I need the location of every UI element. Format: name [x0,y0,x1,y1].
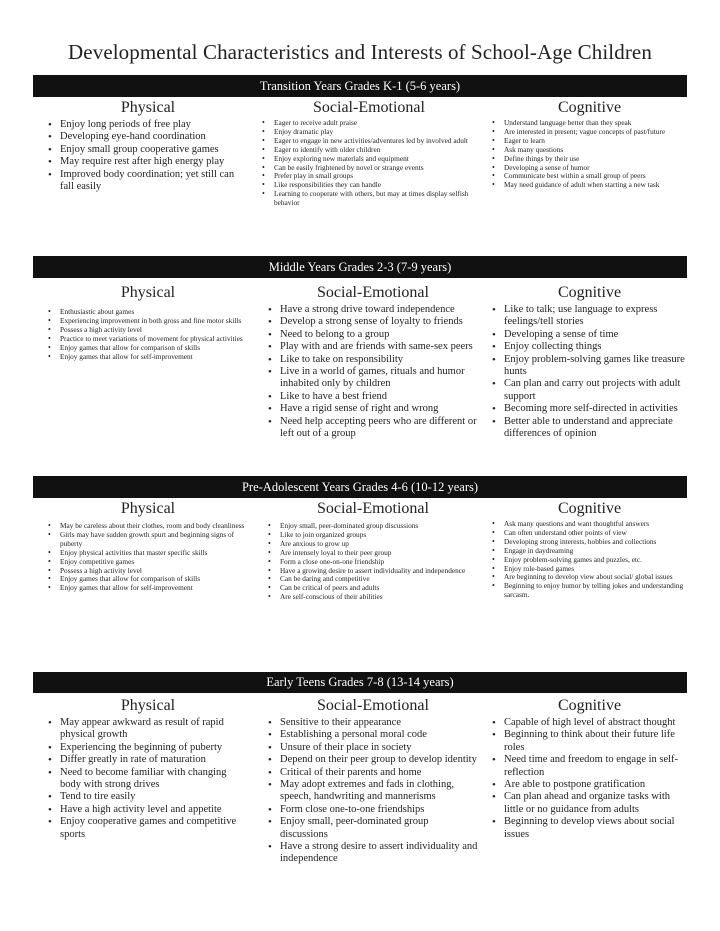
list-item: • May require rest after high energy play [48,156,248,168]
list-item: • Enjoy games that allow for self-improvement [48,584,248,593]
social-emotional-heading: Social-Emotional [317,284,429,301]
list-item: • Can be easily frightened by novel or strange events [262,164,476,173]
physical-heading: Physical [120,99,176,116]
physical-column [48,99,248,193]
list-item: • Enjoy long periods of free play [48,119,248,131]
cognitive-heading: Cognitive [557,500,622,517]
physical-heading: Physical [120,500,176,517]
page-title: Developmental Characteristics and Interests of School-Age Children [68,40,652,64]
list-item: • Are intensely loyal to their peer group [268,549,478,558]
list-item: • Developing a sense of humor [492,164,687,173]
list-item: • Ask many questions and want thoughtful answers [492,520,687,529]
social-emotional-column [268,284,478,440]
list-item: • Sensitive to their appearance [268,717,478,729]
cognitive-list [492,520,687,600]
list-item: • Enjoy physical activities that master specific skills [48,549,248,558]
list-item: • Can often understand other points of view [492,529,687,538]
cognitive-heading: Cognitive [557,99,622,116]
list-item: • Enjoy problem-solving games and puzzles, etc. [492,556,687,565]
list-item: • Have a growing desire to assert individuality and independence [268,567,478,576]
list-item: • Eager to receive adult praise [262,119,476,128]
list-item: • Can be critical of peers and adults [268,584,478,593]
cognitive-list [492,304,687,440]
social-emotional-column [268,500,478,602]
section-header-pre-adolescent: Pre-Adolescent Years Grades 4-6 (10-12 years) [33,476,687,498]
list-item: • Form close one-to-one friendships [268,804,478,816]
social-emotional-heading: Social-Emotional [317,500,429,517]
section-header-middle: Middle Years Grades 2-3 (7-9 years) [33,256,687,278]
cognitive-heading: Cognitive [557,697,622,714]
social-emotional-list [268,304,478,440]
list-item: • Establishing a personal moral code [268,729,478,741]
list-item: • Need to become familiar with changing body with strong drives [48,767,248,792]
list-item: • Enjoy cooperative games and competitive sports [48,816,248,841]
list-item: • Enjoy dramatic play [262,128,476,137]
list-item: • Enjoy small, peer-dominated group discussions [268,522,478,531]
list-item: • Develop a strong sense of loyalty to friends [268,316,478,328]
cognitive-list [492,119,687,190]
list-item: • Eager to engage in new activities/adventures led by involved adult [262,137,476,146]
section-header-transition: Transition Years Grades K-1 (5-6 years) [33,75,687,97]
list-item: • Understand language better than they speak [492,119,687,128]
list-item: • Improved body coordination; yet still can fall easily [48,169,248,194]
list-item: • Enjoy games that allow for self-improvement [48,353,248,362]
list-item: • Enjoy games that allow for comparison of skills [48,575,248,584]
physical-heading: Physical [120,697,176,714]
physical-list [48,308,248,361]
list-item: • May adopt extremes and fads in clothing, speech, handwriting and mannerisms [268,779,478,804]
list-item: • Are anxious to grow up [268,540,478,549]
list-item: • Can be daring and competitive [268,575,478,584]
social-emotional-column [262,99,476,208]
social-emotional-column [268,697,478,866]
list-item: • Engage in daydreaming [492,547,687,556]
list-item: • Differ greatly in rate of maturation [48,754,248,766]
list-item: • Becoming more self-directed in activities [492,403,687,415]
physical-list [48,522,248,593]
list-item: • Are able to postpone gratification [492,779,687,791]
list-item: • Like responsibilities they can handle [262,181,476,190]
list-item: • Enjoy role-based games [492,565,687,574]
list-item: • Critical of their parents and home [268,767,478,779]
list-item: • Enjoy small, peer-dominated group discussions [268,816,478,841]
list-item: • Beginning to enjoy humor by telling jokes and understanding sarcasm. [492,582,687,600]
list-item: • Like to talk; use language to express feelings/tell stories [492,304,687,329]
list-item: • Practice to meet variations of movement for physical activities [48,335,248,344]
list-item: • Possess a high activity level [48,326,248,335]
list-item: • Are self-conscious of their abilities [268,593,478,602]
list-item: • Like to join organized groups [268,531,478,540]
list-item: • Are beginning to develop view about social/ global issues [492,573,687,582]
list-item: • Enjoy competitive games [48,558,248,567]
list-item: • Eager to learn [492,137,687,146]
cognitive-list [492,717,687,841]
list-item: • Possess a high activity level [48,567,248,576]
list-item: • Experiencing the beginning of puberty [48,742,248,754]
list-item: • Beginning to think about their future life roles [492,729,687,754]
list-item: • Can plan ahead and organize tasks with little or no guidance from adults [492,791,687,816]
list-item: • Like to have a best friend [268,391,478,403]
list-item: • Prefer play in small groups [262,172,476,181]
list-item: • Beginning to develop views about social issues [492,816,687,841]
list-item: • Have a high activity level and appetite [48,804,248,816]
list-item: • Experiencing improvement in both gross and fine motor skills [48,317,248,326]
social-emotional-list [268,522,478,602]
list-item: • Have a strong drive toward independence [268,304,478,316]
list-item: • Have a strong desire to assert individuality and independence [268,841,478,866]
social-emotional-list [268,717,478,866]
list-item: • May appear awkward as result of rapid physical growth [48,717,248,742]
list-item: • Need time and freedom to engage in self-reflection [492,754,687,779]
cognitive-column [492,284,687,440]
list-item: • Capable of high level of abstract thought [492,717,687,729]
social-emotional-list [262,119,476,208]
list-item: • Enthusiastic about games [48,308,248,317]
list-item: • Developing strong interests, hobbies and collections [492,538,687,547]
list-item: • Better able to understand and appreciate differences of opinion [492,416,687,441]
cognitive-heading: Cognitive [557,284,622,301]
list-item: • Form a close one-on-one friendship [268,558,478,567]
physical-list [48,717,248,841]
list-item: • Play with and are friends with same-sex peers [268,341,478,353]
physical-list [48,119,248,193]
list-item: • Eager to identify with older children [262,146,476,155]
list-item: • May need guidance of adult when starting a new task [492,181,687,190]
cognitive-column [492,500,687,600]
list-item: • Enjoy collecting things [492,341,687,353]
physical-heading: Physical [120,284,176,301]
list-item: • Need help accepting peers who are different or left out of a group [268,416,478,441]
physical-column [48,284,248,361]
list-item: • Are interested in present; vague concepts of past/future [492,128,687,137]
list-item: • Like to take on responsibility [268,354,478,366]
list-item: • Have a rigid sense of right and wrong [268,403,478,415]
list-item: • Define things by their use [492,155,687,164]
list-item: • Communicate best within a small group of peers [492,172,687,181]
cognitive-column [492,99,687,190]
list-item: • Can plan and carry out projects with adult support [492,378,687,403]
physical-column [48,500,248,593]
list-item: • May be careless about their clothes, room and body cleanliness [48,522,248,531]
list-item: • Unsure of their place in society [268,742,478,754]
list-item: • Enjoy problem-solving games like treasure hunts [492,354,687,379]
list-item: • Need to belong to a group [268,329,478,341]
list-item: • Enjoy small group cooperative games [48,144,248,156]
list-item: • Enjoy games that allow for comparison of skills [48,344,248,353]
list-item: • Learning to cooperate with others, but may at times display selfish behavior [262,190,476,208]
list-item: • Depend on their peer group to develop identity [268,754,478,766]
list-item: • Tend to tire easily [48,791,248,803]
list-item: • Live in a world of games, rituals and humor inhabited only by children [268,366,478,391]
list-item: • Girls may have sudden growth spurt and beginning signs of puberty [48,531,248,549]
cognitive-column [492,697,687,841]
list-item: • Enjoy exploring new materials and equipment [262,155,476,164]
list-item: • Developing eye-hand coordination [48,131,248,143]
social-emotional-heading: Social-Emotional [317,697,429,714]
section-header-early-teens: Early Teens Grades 7-8 (13-14 years) [33,672,687,693]
list-item: • Developing a sense of time [492,329,687,341]
list-item: • Ask many questions [492,146,687,155]
physical-column [48,697,248,841]
social-emotional-heading: Social-Emotional [313,99,425,116]
